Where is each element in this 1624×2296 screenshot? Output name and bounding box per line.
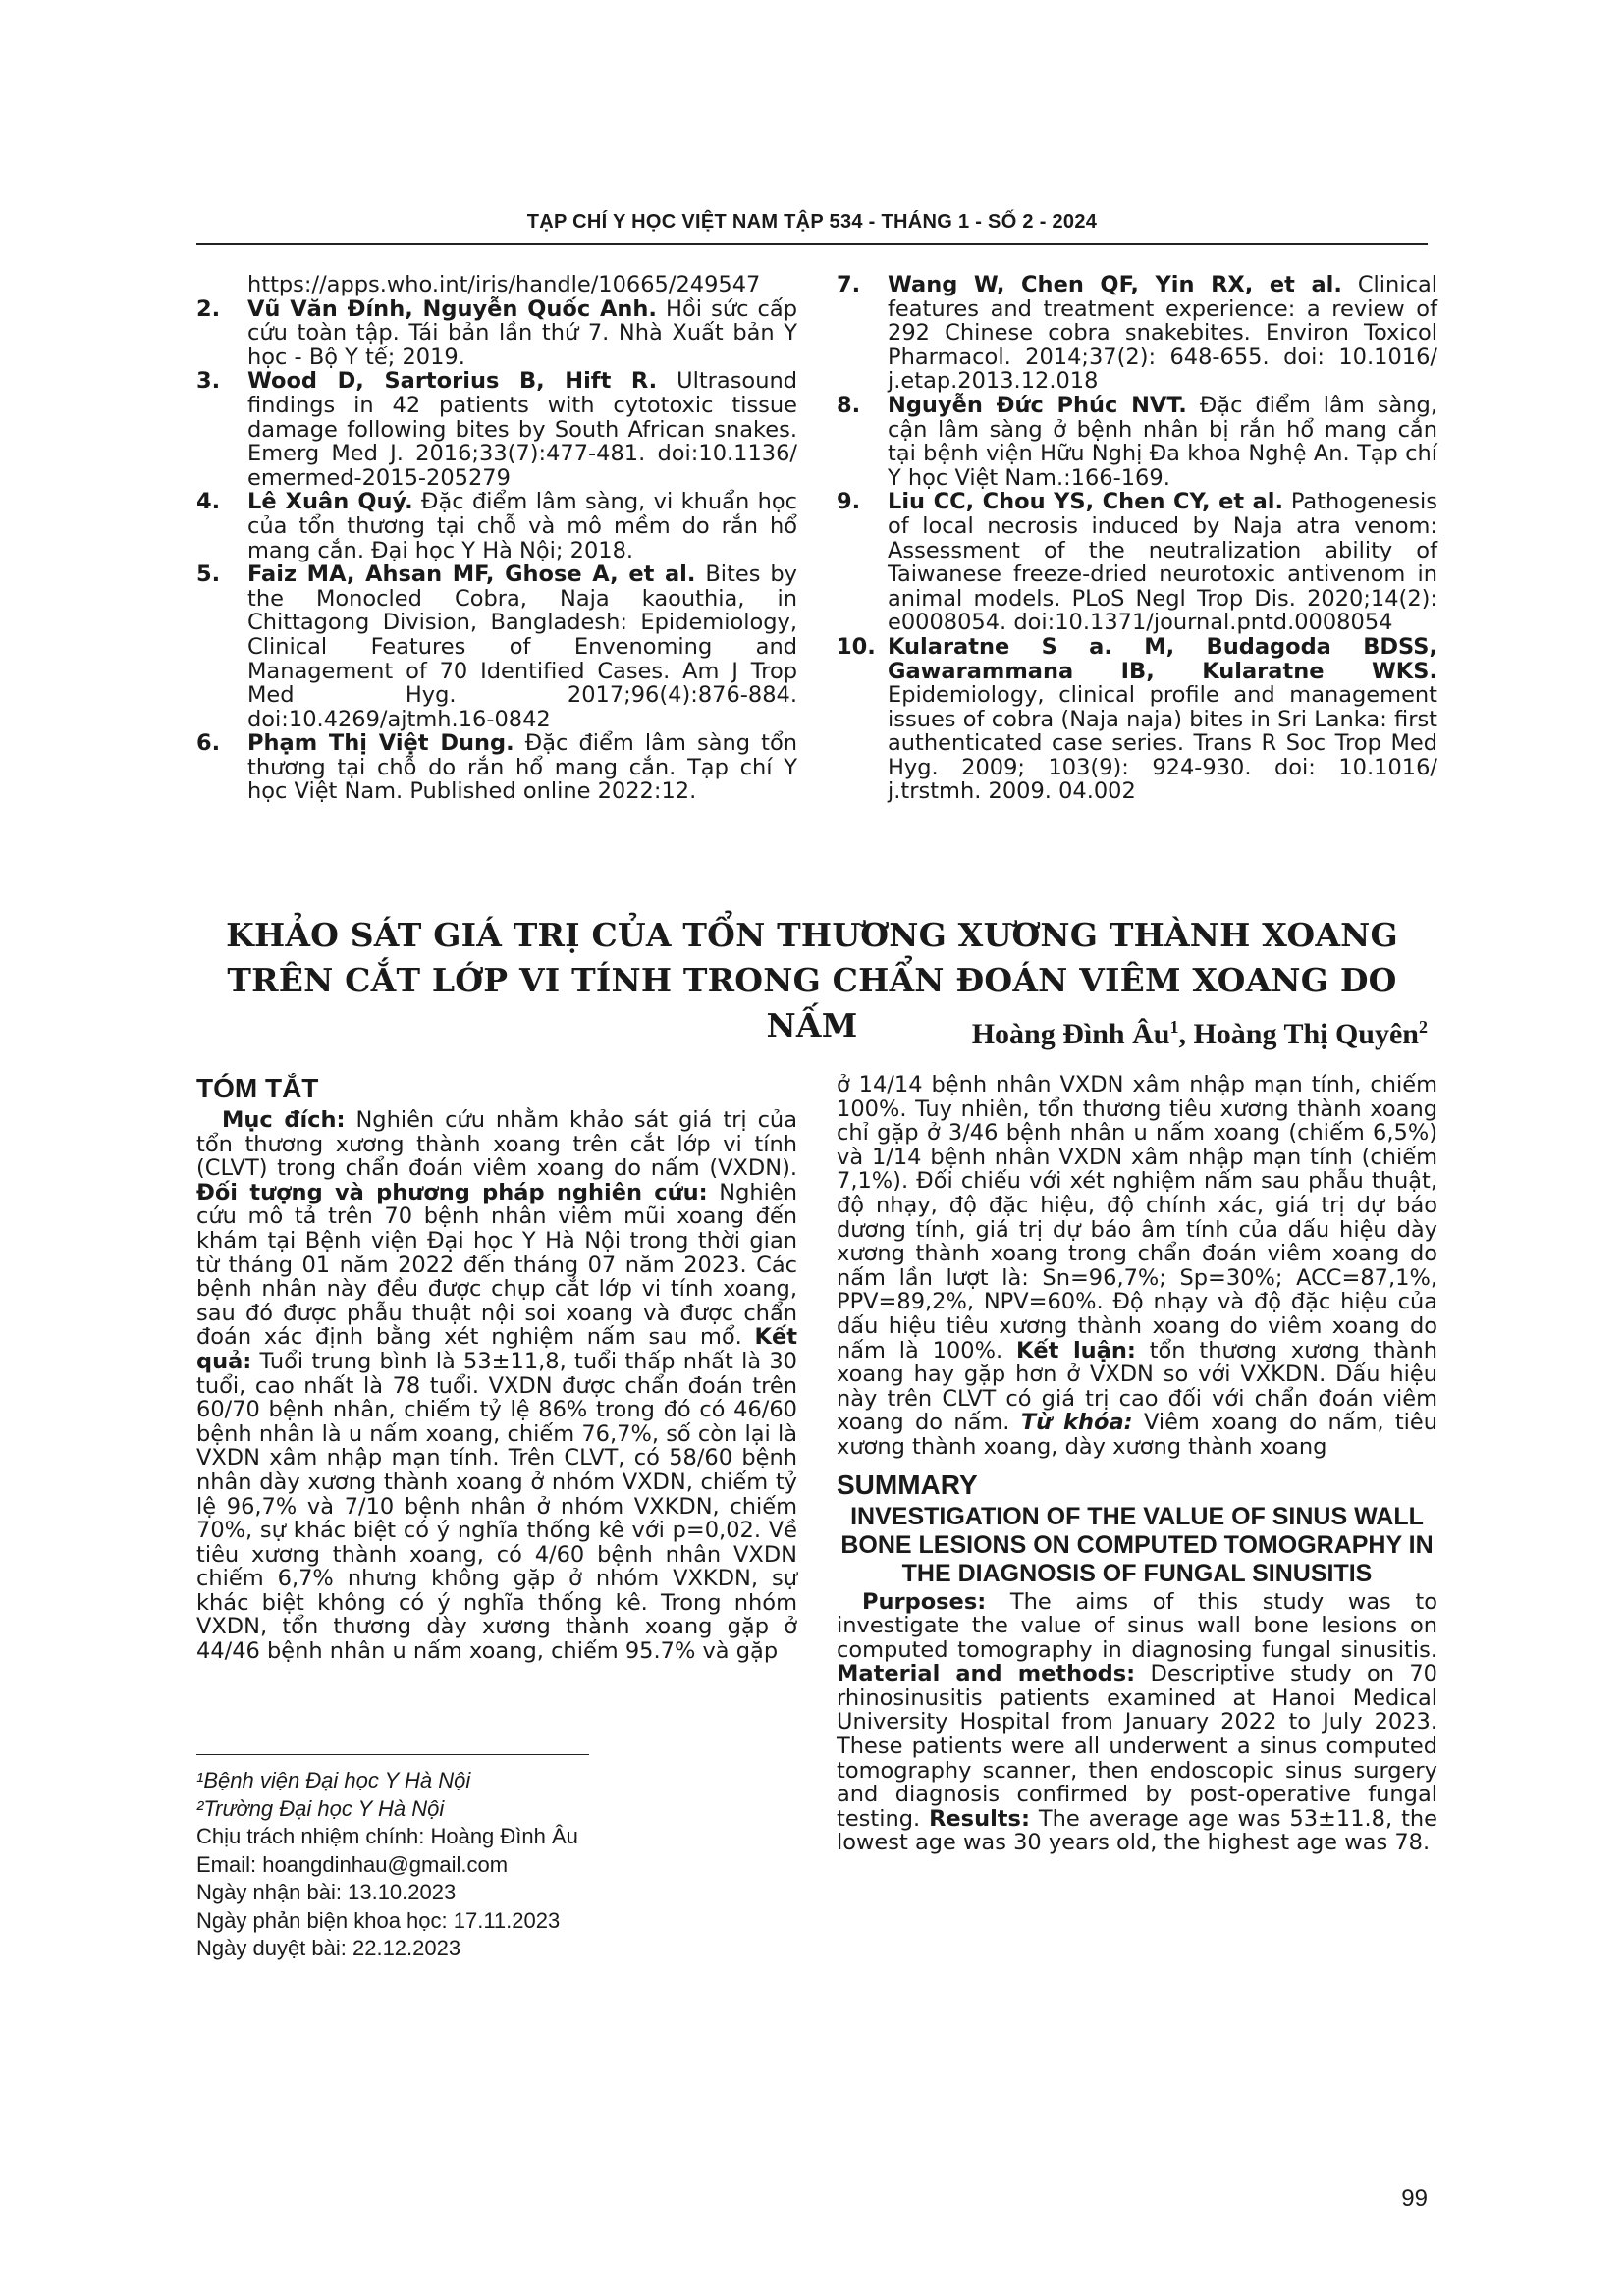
- header-rule: [196, 243, 1428, 245]
- summary-title: INVESTIGATION OF THE VALUE OF SINUS WALL BONE LESIONS ON COMPUTED TOMOGRAPHY IN THE DIAGNOSIS OF FUNGAL SINUSITIS: [840, 1502, 1434, 1587]
- footnote-affiliation-1: ¹Bệnh viện Đại học Y Hà Nội: [196, 1768, 471, 1792]
- abstract-body-continued: ở 14/14 bệnh nhân VXDN xâm nhập mạn tính, chiếm 100%. Tuy nhiên, tổn thương tiêu xương thành xoang chỉ gặp ở 3/46 bệnh nhân u nấm xoang (chiếm 6,5%) và 1/14 bệnh nhân VXDN xâm nhập mạn tính (chiếm 7,1%). Đối chiếu với xét nghiệm nấm sau phẫu thuật, độ nhạy, độ đặc hiệu, độ chính xác, giá trị dự báo dương tính, giá trị dự báo âm tính của dấu hiệu dày xương thành xoang trong chẩn đoán viêm xoang do nấm lần lượt là: Sn=96,7%; Sp=30%; ACC=87,1%, PPV=89,2%, NPV=60%. Độ nhạy và độ đặc hiệu của dấu hiệu tiêu xương thành xoang do viêm xoang do nấm là 100%. Kết luận: tổn thương xương thành xoang hay gặp hơn ở VXDN so với VXKDN. Dấu hiệu này trên CLVT có giá trị cao đối với chẩn đoán viêm xoang do nấm. Từ khóa: Viêm xoang do nấm, tiêu xương thành xoang, dày xương thành xoang: [837, 1072, 1438, 1460]
- footnote-affiliation-2: ²Trường Đại học Y Hà Nội: [196, 1795, 445, 1821]
- abstract-vi: [196, 1073, 797, 1664]
- reference-item: 8. Nguyễn Đức Phúc NVT. Đặc điểm lâm sàng, cận lâm sàng ở bệnh nhân bị rắn hổ mang cắn tại bệnh viện Hữu Nghị Đa khoa Nghệ An. Tạp chí Y học Việt Nam.:166-169.: [837, 392, 1437, 491]
- abstract-right-column: [837, 1073, 1437, 1855]
- summary-heading: SUMMARY: [837, 1468, 978, 1500]
- references-left: [196, 273, 797, 804]
- footnote-rule: [196, 1754, 589, 1755]
- reference-item: 7. Wang W, Chen QF, Yin RX, et al. Clinical features and treatment experience: a review of 292 Chinese cobra snakebites. Environ Toxicol Pharmacol. 2014;37(2): 648-655. doi: 10.1016/ j.etap.2013.12.018: [837, 272, 1437, 395]
- article-authors: Hoàng Đình $Âu^1$, Hoàng Thị Quyên$^2$: [971, 1017, 1428, 1050]
- article-title-line-2: TRÊN CẮT LỚP VI TÍNH TRONG CHẨN ĐOÁN VIÊM XOANG DO NẤM: [227, 961, 1397, 1044]
- abstract-heading: TÓM TẮT: [196, 1073, 319, 1103]
- reference-item: 9. Liu CC, Chou YS, Chen CY, et al. Pathogenesis of local necrosis induced by Naja atra venom: Assessment of the neutralization ability of Taiwanese freeze-dried neurotoxic antivenom in animal models. PLoS Negl Trop Dis. 2020;14(2): e0008054. doi:10.1371/journal.pntd.0008054: [837, 489, 1437, 636]
- page-number: 99: [1401, 2185, 1428, 2212]
- article-title-line-1: KHẢO SÁT GIÁ TRỊ CỦA TỔN THƯƠNG XƯƠNG THÀNH XOANG: [226, 916, 1398, 954]
- reference-item: 4. Lê Xuân Quý. Đặc điểm lâm sàng, vi khuẩn học của tổn thương tại chỗ và mô mềm do rắn hổ mang cắn. Đại học Y Hà Nội; 2018.: [196, 489, 798, 563]
- footnote-email: Email: hoangdinhau@gmail.com: [196, 1851, 509, 1877]
- footnote-corresponding-author: Chịu trách nhiệm chính: Hoàng Đình Âu: [196, 1824, 578, 1848]
- reference-item: 6. Phạm Thị Việt Dung. Đặc điểm lâm sàng tổn thương tại chỗ do rắn hổ mang cắn. Tạp chí Y học Việt Nam. Published online 2022:12.: [196, 730, 797, 805]
- footnotes: [196, 1767, 785, 1963]
- reference-continuation: https://apps.who.int/iris/handle/10665/249547: [247, 272, 761, 297]
- footnote-reviewed-date: Ngày phản biện khoa học: 17.11.2023: [196, 1907, 561, 1933]
- reference-item: 3. Wood D, Sartorius B, Hift R. Ultrasound findings in 42 patients with cytotoxic tissue damage following bites by South African snakes. Emerg Med J. 2016;33(7):477-481. doi:10.1136/ emermed-2015-205279: [196, 368, 797, 491]
- footnote-accepted-date: Ngày duyệt bài: 22.12.2023: [196, 1936, 461, 1960]
- journal-header: TẠP CHÍ Y HỌC VIỆT NAM TẬP 534 - THÁNG 1 - SỐ 2 - 2024: [526, 211, 1098, 233]
- references-right: [837, 273, 1437, 804]
- reference-item: 2. Vũ Văn Đính, Nguyễn Quốc Anh. Hồi sức cấp cứu toàn tập. Tái bản lần thứ 7. Nhà Xuất bản Y học - Bộ Y tế; 2019.: [196, 295, 797, 370]
- reference-item: 5. Faiz MA, Ahsan MF, Ghose A, et al. Bites by the Monocled Cobra, Naja kaouthia, in Chittagong Division, Bangladesh: Epidemiology, Clinical Features of Envenoming and Management of 70 Identified Cases. Am J Trop Med Hyg. 2017;96(4):876-884. doi:10.4269/ajtmh.16-0842: [196, 561, 798, 732]
- reference-item: 10. Kularatne S a. M, Budagoda BDSS, Gawarammana IB, Kularatne WKS. Epidemiology, clinical profile and management issues of cobra (Naja naja) bites in Sri Lanka: first authenticated case series. Trans R Soc Trop Med Hyg. 2009; 103(9): 924-930. doi: 10.1016/ j.trstmh. 2009. 04.002: [837, 633, 1437, 805]
- abstract-body: Mục đích: Nghiên cứu nhằm khảo sát giá trị của tổn thương xương thành xoang trên cắt lớp vi tính (CLVT) trong chẩn đoán viêm xoang do nấm (VXDN). Đối tượng và phương pháp nghiên cứu: Nghiên cứu mô tả trên 70 bệnh nhân viêm mũi xoang đến khám tại Bệnh viện Đại học Y Hà Nội trong thời gian từ tháng 01 năm 2022 đến tháng 07 năm 2023. Các bệnh nhân này đều được chụp cắt lớp vi tính xoang, sau đó được phẫu thuật nội soi xoang và được chẩn đoán xác định bằng xét nghiệm nấm sau mổ. Kết quả: Tuổi trung bình là 53±11,8, tuổi thấp nhất là 30 tuổi, cao nhất là 78 tuổi. VXDN được chẩn đoán trên 60/70 bệnh nhân, chiếm tỷ lệ 86% trong đó có 46/60 bệnh nhân là u nấm xoang, chiếm 76,7%, số còn lại là VXDN xâm nhập mạn tính. Trên CLVT, có 58/60 bệnh nhân dày xương thành xoang ở nhóm VXDN, chiếm tỷ lệ 96,7% và 7/10 bệnh nhân ở nhóm VXKDN, chiếm 70%, sự khác biệt có ý nghĩa thống kê với p=0,02. Về tiêu xương thành xoang, có 4/60 bệnh nhân VXDN chiếm 6,7% nhưng không gặp ở nhóm VXKDN, sự khác biệt không có ý nghĩa thống kê. Trong nhóm VXDN, tổn thương dày xương thành xoang gặp ở 44/46 bệnh nhân u nấm xoang, chiếm 95.7% và gặp: [196, 1107, 797, 1665]
- summary-body: Purposes: The aims of this study was to investigate the value of sinus wall bone lesions on computed tomography in diagnosing fungal sinusitis. Material and methods: Descriptive study on 70 rhinosinusitis patients examined at Hanoi Medical University Hospital from January 2022 to July 2023. These patients were all underwent a sinus computed tomography scanner, then endoscopic sinus surgery and diagnosis confirmed by post-operative fungal testing. Results: The average age was 53±11.8, the lowest age was 30 years old, the highest age was 78.: [837, 1588, 1437, 1856]
- footnote-received-date: Ngày nhận bài: 13.10.2023: [196, 1880, 457, 1904]
